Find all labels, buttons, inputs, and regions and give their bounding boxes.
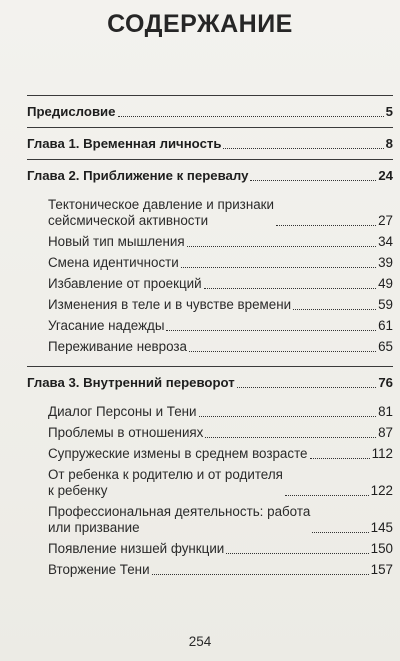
page-number: 254 — [188, 634, 212, 649]
toc-entry-title: Предисловие — [27, 104, 116, 119]
toc-entry-title — [48, 504, 310, 536]
toc-entry-section[interactable] — [27, 404, 393, 420]
toc-entry-section[interactable] — [27, 297, 393, 313]
toc-entry-section[interactable] — [27, 504, 393, 536]
toc-entry-page: 76 — [378, 375, 393, 390]
toc-entry-page: 81 — [378, 404, 393, 419]
toc-entry-section[interactable] — [27, 446, 393, 462]
toc-entry-page: 157 — [370, 562, 393, 577]
chapter-2-sections — [27, 191, 393, 366]
toc-entry-section[interactable] — [27, 425, 393, 441]
dot-leader — [223, 148, 383, 149]
toc-entry-page: 87 — [378, 425, 393, 440]
toc-entry-title-line: к ребенку — [48, 483, 108, 498]
dot-leader — [205, 437, 376, 438]
toc-entry-section[interactable] — [27, 339, 393, 355]
toc-entry-page: 112 — [371, 446, 393, 461]
toc-entry-title: Смена идентичности — [48, 255, 179, 270]
toc-entry-title-line: Тектоническое давление и признаки — [48, 197, 274, 212]
toc-entry-page: 27 — [378, 213, 393, 228]
toc-entry-chapter-2[interactable] — [27, 160, 393, 191]
dot-leader — [312, 532, 368, 533]
toc-entry-title: Глава 3. Внутренний переворот — [27, 375, 235, 390]
toc-entry-page: 59 — [378, 297, 393, 312]
toc-entry-section[interactable] — [27, 234, 393, 250]
dot-leader — [276, 225, 376, 226]
dot-leader — [204, 288, 376, 289]
toc-entry-title: Угасание надежды — [48, 318, 165, 333]
toc-entry-section[interactable] — [27, 541, 393, 557]
toc-entry-title — [48, 467, 283, 499]
toc-entry-section[interactable] — [27, 467, 393, 499]
page-title: СОДЕРЖАНИЕ — [107, 10, 293, 38]
toc-entry-page: 122 — [370, 483, 393, 498]
toc-entry-page: 34 — [378, 234, 393, 249]
dot-leader — [310, 458, 370, 459]
toc-entry-page: 150 — [370, 541, 393, 556]
dot-leader — [189, 351, 376, 352]
toc-entry-title-line: От ребенка к родителю и от родителя — [48, 467, 283, 482]
toc-entry-page: 49 — [378, 276, 393, 291]
toc-entry-page: 24 — [378, 168, 393, 183]
dot-leader — [181, 267, 376, 268]
toc-entry-section[interactable] — [27, 318, 393, 334]
toc-entry-title: Изменения в теле и в чувстве времени — [48, 297, 292, 312]
toc-entry-page: 65 — [378, 339, 393, 354]
dot-leader — [226, 553, 368, 554]
toc-entry-preface[interactable] — [27, 96, 393, 127]
toc-entry-title: Проблемы в отношениях — [48, 425, 204, 440]
toc-entry-title: Супружеские измены в среднем возрасте — [48, 446, 308, 461]
dot-leader — [118, 116, 384, 117]
toc-entry-chapter-3[interactable] — [27, 367, 393, 398]
toc-entry-title: Избавление от проекций — [48, 276, 202, 291]
toc-entry-title: Новый тип мышления — [48, 234, 185, 249]
toc-entry-title — [48, 197, 274, 229]
toc-entry-title: Глава 1. Временная личность — [27, 136, 222, 151]
toc-entry-title: Появление низшей функции — [48, 541, 225, 556]
dot-leader — [152, 574, 369, 575]
dot-leader — [187, 246, 376, 247]
toc-entry-page: 39 — [378, 255, 393, 270]
dot-leader — [250, 180, 376, 181]
dot-leader — [199, 416, 377, 417]
toc-entry-section[interactable] — [27, 276, 393, 292]
toc-entry-page: 5 — [385, 104, 393, 119]
toc-entry-page: 61 — [378, 318, 393, 333]
toc-entry-title: Глава 2. Приближение к перевалу — [27, 168, 249, 183]
table-of-contents — [27, 95, 393, 589]
toc-entry-title: Вторжение Тени — [48, 562, 150, 577]
toc-entry-chapter-1[interactable] — [27, 128, 393, 159]
toc-entry-section[interactable] — [27, 255, 393, 271]
dot-leader — [293, 309, 376, 310]
toc-entry-title: Переживание невроза — [48, 339, 187, 354]
toc-entry-title-line: или призвание — [48, 520, 140, 535]
toc-entry-section[interactable] — [27, 562, 393, 578]
toc-entry-page: 8 — [385, 136, 393, 151]
dot-leader — [166, 330, 376, 331]
dot-leader — [285, 495, 369, 496]
toc-entry-section[interactable] — [27, 197, 393, 229]
dot-leader — [237, 387, 377, 388]
chapter-3-sections — [27, 398, 393, 589]
toc-entry-title-line: сейсмической активности — [48, 213, 209, 228]
toc-entry-title: Диалог Персоны и Тени — [48, 404, 197, 419]
toc-entry-page: 145 — [370, 520, 393, 535]
toc-entry-title-line: Профессиональная деятельность: работа — [48, 504, 311, 519]
